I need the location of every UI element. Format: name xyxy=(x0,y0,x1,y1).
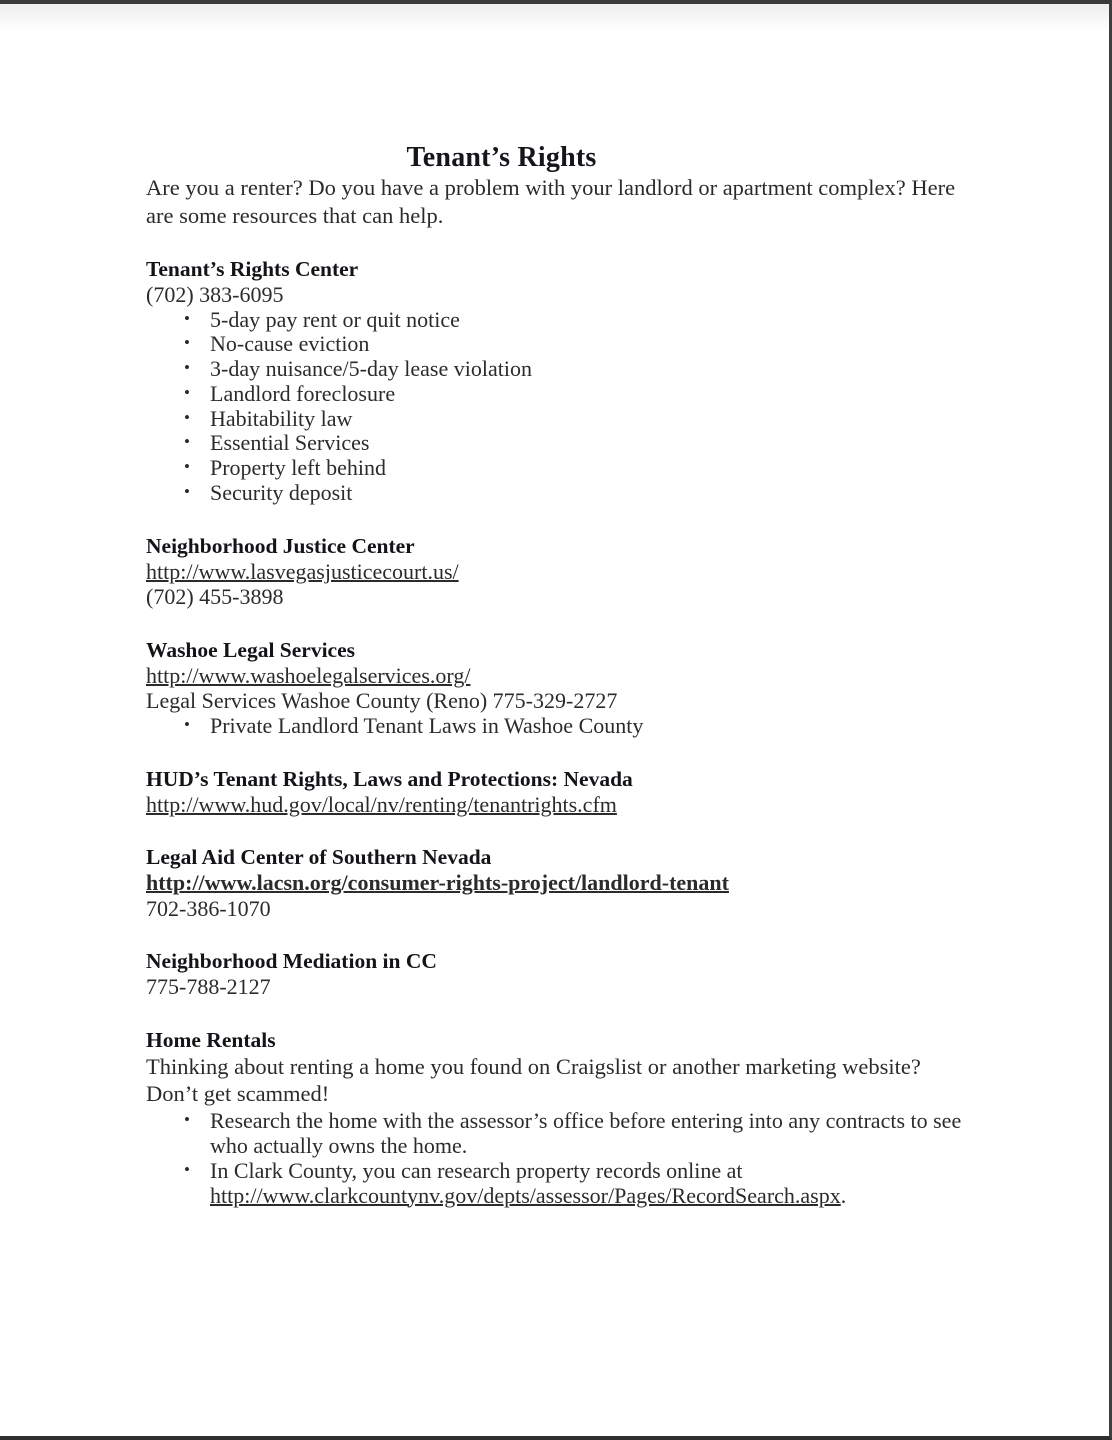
list-item: • Essential Services xyxy=(146,431,969,456)
list-item: • Private Landlord Tenant Laws in Washoe County xyxy=(146,714,969,739)
page-title: Tenant’s Rights xyxy=(406,142,597,173)
section-heading: HUD’s Tenant Rights, Laws and Protections: Nevada xyxy=(146,766,633,791)
list-item: • Landlord foreclosure xyxy=(146,382,969,407)
list-item-suffix: . xyxy=(840,1182,847,1208)
bullet-list xyxy=(146,714,969,739)
external-link[interactable]: http://www.clarkcountynv.gov/depts/assessor/Pages/RecordSearch.aspx xyxy=(210,1182,841,1208)
list-item xyxy=(146,1158,969,1209)
section-neighborhood-mediation xyxy=(146,948,969,1000)
service-detail: Legal Services Washoe County (Reno) 775-329-2727 xyxy=(146,688,618,714)
bullet-list xyxy=(146,1108,969,1209)
list-item: • Research the home with the assessor’s office before entering into any contracts to see who actually owns the home. xyxy=(146,1108,969,1158)
intro-paragraph: Are you a renter? Do you have a problem with your landlord or apartment complex? Here are some resources that can help. xyxy=(146,175,956,228)
list-item: • Security deposit xyxy=(146,481,969,506)
external-link[interactable]: http://www.hud.gov/local/nv/renting/tenantrights.cfm xyxy=(146,791,617,817)
list-item-text: In Clark County, you can research property records online at xyxy=(210,1157,743,1183)
home-rentals-paragraph: Thinking about renting a home you found on Craigslist or another marketing website? Don’t get scammed! xyxy=(146,1053,921,1107)
section-home-rentals xyxy=(146,1027,969,1209)
section-heading: Washoe Legal Services xyxy=(146,637,356,662)
section-heading: Neighborhood Mediation in CC xyxy=(146,949,437,974)
section-heading: Legal Aid Center of Southern Nevada xyxy=(146,845,492,870)
section-legal-aid-center xyxy=(146,844,969,921)
list-item: • 5-day pay rent or quit notice xyxy=(146,308,969,333)
list-item: • 3-day nuisance/5-day lease violation xyxy=(146,357,969,382)
page-content xyxy=(0,4,1109,1208)
external-link[interactable]: http://www.lacsn.org/consumer-rights-project/landlord-tenant xyxy=(146,870,729,896)
phone-number: (702) 383-6095 xyxy=(146,282,284,307)
phone-number: (702) 455-3898 xyxy=(146,584,284,610)
list-item: • No-cause eviction xyxy=(146,332,969,357)
external-link[interactable]: http://www.washoelegalservices.org/ xyxy=(146,662,471,688)
section-washoe-legal-services xyxy=(146,637,969,739)
external-link[interactable]: http://www.lasvegasjusticecourt.us/ xyxy=(146,558,459,584)
section-heading: Home Rentals xyxy=(146,1027,276,1052)
bullet-list xyxy=(146,308,969,506)
list-item: • Property left behind xyxy=(146,456,969,481)
phone-number: 775-788-2127 xyxy=(146,974,271,1000)
section-hud-tenant-rights xyxy=(146,766,969,818)
section-neighborhood-justice-center xyxy=(146,533,969,610)
phone-number: 702-386-1070 xyxy=(146,895,271,921)
list-item: • Habitability law xyxy=(146,407,969,432)
section-heading: Neighborhood Justice Center xyxy=(146,533,415,558)
section-heading: Tenant’s Rights Center xyxy=(146,257,359,281)
section-tenants-rights-center xyxy=(146,256,969,506)
